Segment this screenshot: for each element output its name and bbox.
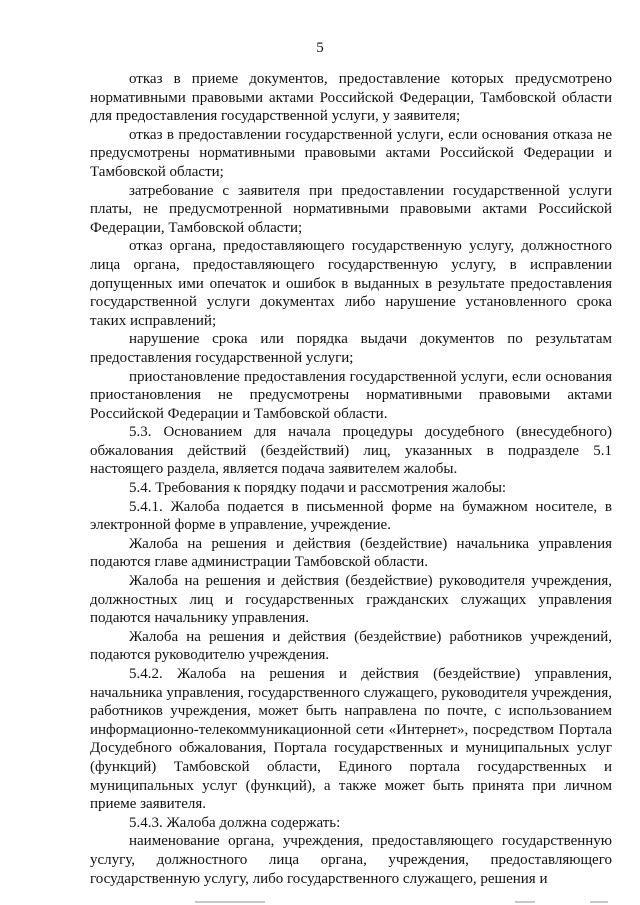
paragraph: 5.4.2. Жалоба на решения и действия (бездействие) управления, начальника управления, государственного служащего, руководителя учреждения, работников учреждения, может быть направлена по почте, с использованием информационно-телекоммуникационной сети «Интернет», посредством Портала Досудебного обжалования, Портала государственных и муниципальных услуг (функций) Тамбовской области, Единого портала государственных и муниципальных услуг (функций), а также может быть принята при личном приеме заявителя. [90, 666, 612, 813]
document-body [90, 70, 612, 888]
paragraph: приостановление предоставления государственной услуги, если основания приостановления не предусмотрены нормативными правовыми актами Российской Федерации и Тамбовской области. [90, 368, 612, 422]
paragraph: 5.3. Основанием для начала процедуры досудебного (внесудебного) обжалования действий (бездействий) лиц, указанных в подразделе 5.1 настоящего раздела, является подача заявителем жалобы. [90, 424, 612, 478]
paragraph: отказ в предоставлении государственной услуги, если основания отказа не предусмотрены нормативными правовыми актами Российской Федерации и Тамбовской области; [90, 126, 612, 180]
paragraph: наименование органа, учреждения, предоставляющего государственную услугу, должностного лица органа, учреждения, предоставляющего государственную услугу, либо государственного служащего, решения и [90, 833, 612, 887]
scan-mark [195, 901, 265, 903]
paragraph: Жалоба на решения и действия (бездействие) руководителя учреждения, должностных лиц и государственных гражданских служащих управления подаются начальнику управления. [90, 573, 612, 627]
paragraph: 5.4.1. Жалоба подается в письменной форме на бумажном носителе, в электронной форме в управление, учреждение. [90, 498, 612, 534]
paragraph: 5.4.3. Жалоба должна содержать: [129, 814, 341, 831]
paragraph: отказ в приеме документов, предоставление которых предусмотрено нормативными правовыми актами Российской Федерации, Тамбовской области для предоставления государственной услуги, у заявителя; [90, 71, 612, 125]
scan-artifacts [0, 897, 640, 905]
scan-mark [590, 901, 608, 903]
paragraph: нарушение срока или порядка выдачи документов по результатам предоставления государственной услуги; [90, 331, 612, 366]
page-number: 5 [316, 40, 324, 56]
paragraph: затребование с заявителя при предоставлении государственной услуги платы, не предусмотренной нормативными правовыми актами Российской Федерации, Тамбовской области; [90, 182, 612, 236]
paragraph: 5.4. Требования к порядку подачи и рассмотрения жалобы: [129, 480, 507, 497]
paragraph: отказ органа, предоставляющего государственную услугу, должностного лица органа, предоставляющего государственную услугу, в исправлении допущенных ими опечаток и ошибок в выданных в результате предоставления государственной услуги документах либо нарушение установленного срока таких исправлений; [90, 238, 612, 329]
scan-mark [515, 901, 535, 903]
paragraph: Жалоба на решения и действия (бездействие) начальника управления подаются главе администрации Тамбовской области. [90, 535, 612, 571]
paragraph: Жалоба на решения и действия (бездействие) работников учреждений, подаются руководителю учреждения. [90, 628, 612, 664]
